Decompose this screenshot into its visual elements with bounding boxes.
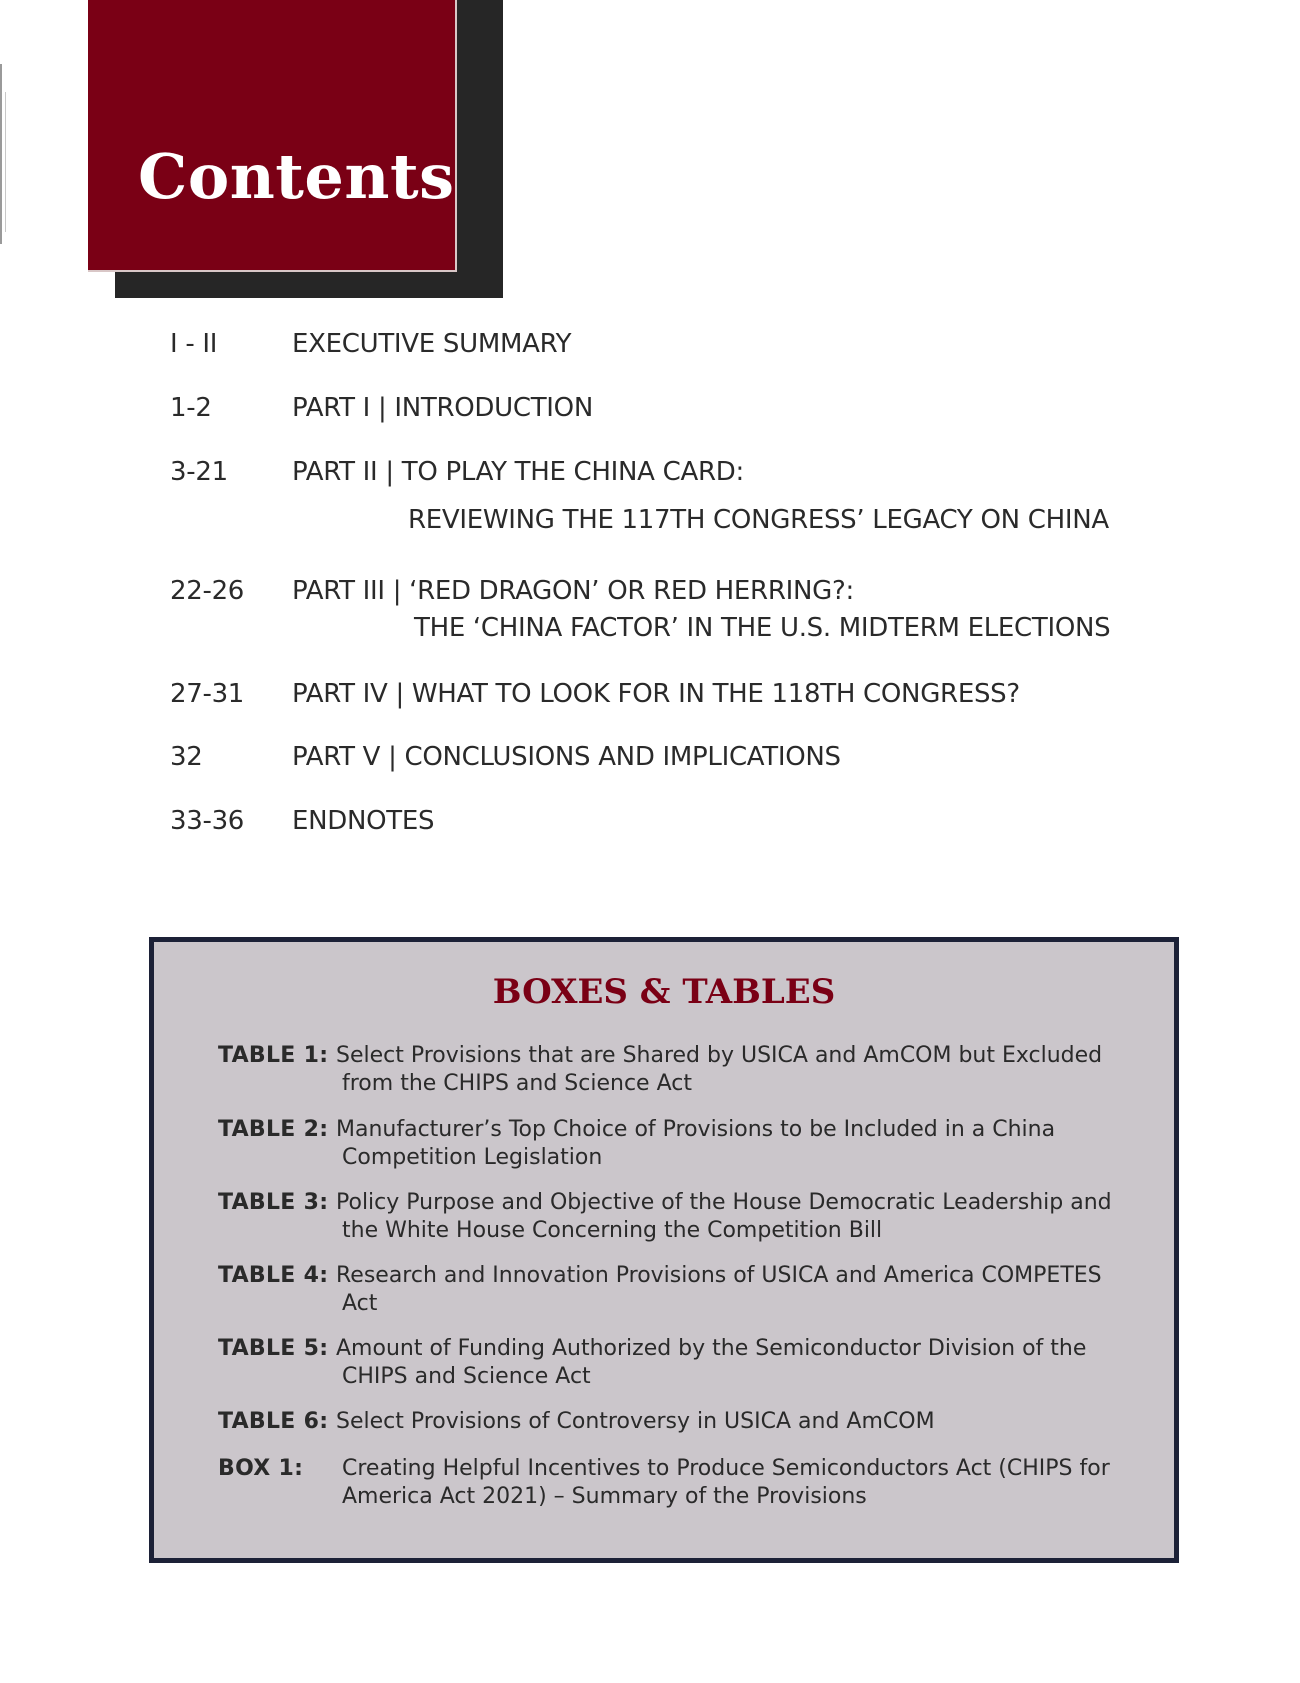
table-caption bbox=[336, 1335, 1152, 1391]
table-caption bbox=[336, 1042, 1152, 1098]
table-caption bbox=[336, 1262, 1152, 1318]
table-caption-line1: Select Provisions that are Shared by USICA and AmCOM but Excluded bbox=[336, 1043, 1103, 1068]
table-label: TABLE 3: bbox=[218, 1190, 329, 1215]
toc-page-range: 22-26 bbox=[170, 576, 245, 606]
box-caption-line2: America Act 2021) – Summary of the Provisions bbox=[342, 1484, 867, 1509]
table-caption-line2: Competition Legislation bbox=[342, 1145, 603, 1170]
table-label: TABLE 6: bbox=[218, 1409, 329, 1434]
table-label: TABLE 1: bbox=[218, 1043, 329, 1068]
table-caption-line1: Amount of Funding Authorized by the Semiconductor Division of the bbox=[336, 1336, 1087, 1361]
table-label: TABLE 4: bbox=[218, 1263, 329, 1288]
toc-page-range: 27-31 bbox=[170, 679, 245, 709]
toc-subtitle: THE ‘CHINA FACTOR’ IN THE U.S. MIDTERM ELECTIONS bbox=[414, 613, 1111, 643]
table-caption bbox=[336, 1116, 1152, 1172]
toc-title: PART IV | WHAT TO LOOK FOR IN THE 118TH CONGRESS? bbox=[292, 679, 1020, 709]
toc-title: PART I | INTRODUCTION bbox=[292, 393, 593, 423]
toc-title: PART III | ‘RED DRAGON’ OR RED HERRING?: bbox=[292, 576, 854, 606]
table-caption-line2: the White House Concerning the Competition Bill bbox=[342, 1218, 883, 1243]
page-title: Contents bbox=[138, 140, 455, 213]
table-caption-line1: Manufacturer’s Top Choice of Provisions to be Included in a China bbox=[336, 1117, 1056, 1142]
toc-title: ENDNOTES bbox=[292, 806, 435, 836]
toc-page-range: 3-21 bbox=[170, 457, 228, 487]
table-caption bbox=[336, 1408, 1152, 1436]
toc-subtitle: REVIEWING THE 117TH CONGRESS’ LEGACY ON CHINA bbox=[408, 505, 1109, 535]
table-caption-line1: Select Provisions of Controversy in USICA and AmCOM bbox=[336, 1409, 935, 1434]
toc-title: PART V | CONCLUSIONS AND IMPLICATIONS bbox=[292, 742, 841, 772]
toc-page-range: I - II bbox=[170, 329, 218, 359]
box-label: BOX 1: bbox=[218, 1456, 304, 1481]
box-caption-line1: Creating Helpful Incentives to Produce Semiconductors Act (CHIPS for bbox=[342, 1456, 1110, 1481]
boxes-tables-heading: BOXES & TABLES bbox=[492, 972, 836, 1012]
toc-page-range: 32 bbox=[170, 742, 203, 772]
table-label: TABLE 2: bbox=[218, 1117, 329, 1142]
table-caption-line2: CHIPS and Science Act bbox=[342, 1364, 591, 1389]
toc-page-range: 1-2 bbox=[170, 393, 212, 423]
table-label: TABLE 5: bbox=[218, 1336, 329, 1361]
box-caption bbox=[342, 1455, 1152, 1511]
toc-title: EXECUTIVE SUMMARY bbox=[292, 329, 572, 359]
table-caption-line2: from the CHIPS and Science Act bbox=[342, 1071, 692, 1096]
table-caption-line1: Research and Innovation Provisions of USICA and America COMPETES bbox=[336, 1263, 1102, 1288]
toc-page-range: 33-36 bbox=[170, 806, 245, 836]
toc-title: PART II | TO PLAY THE CHINA CARD: bbox=[292, 457, 744, 487]
boxes-tables-panel bbox=[149, 937, 1179, 1563]
table-caption-line2: Act bbox=[342, 1291, 378, 1316]
table-caption-line1: Policy Purpose and Objective of the House Democratic Leadership and bbox=[336, 1190, 1112, 1215]
table-caption bbox=[336, 1189, 1152, 1245]
